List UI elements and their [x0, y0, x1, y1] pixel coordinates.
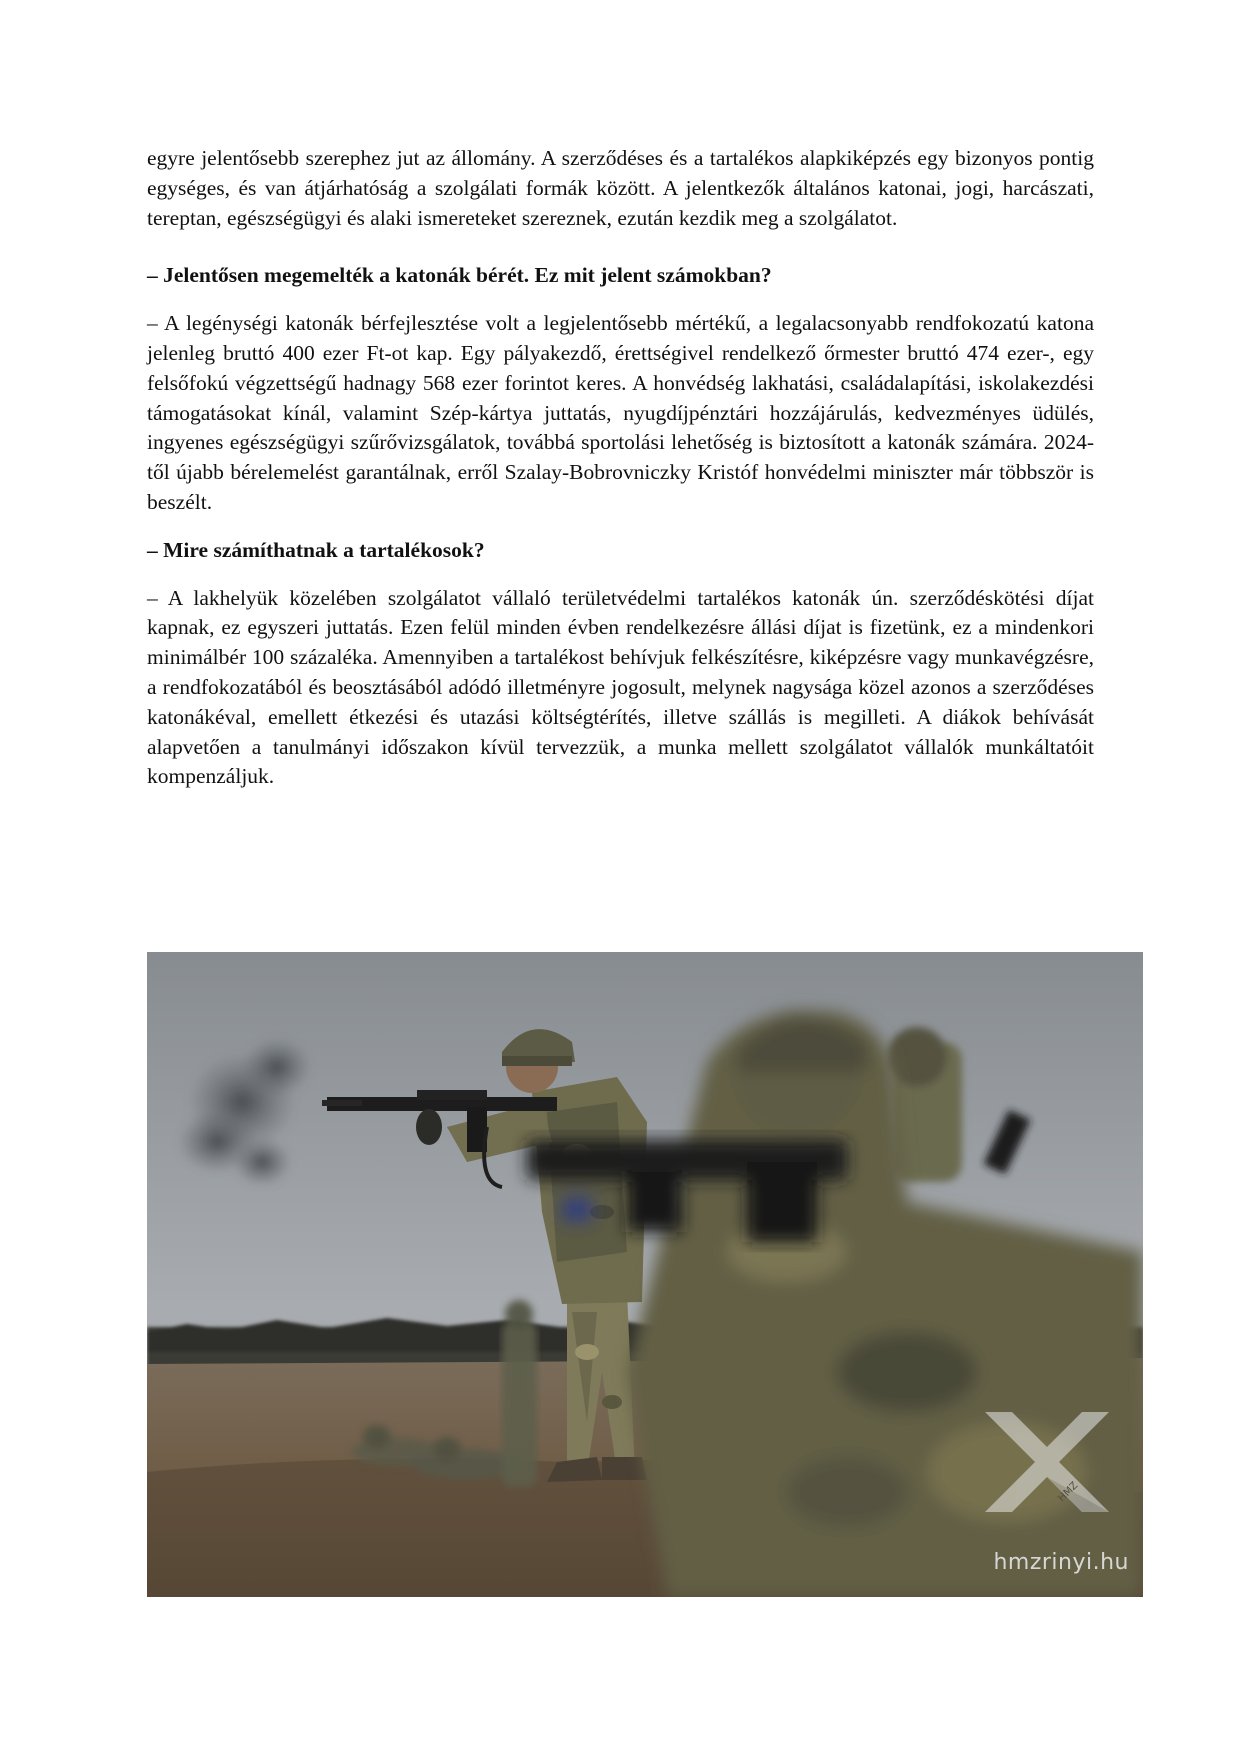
question-reservists-heading: – Mire számíthatnak a tartalékosok? [147, 537, 485, 562]
watermark-url: hmzrinyi.hu [993, 1550, 1129, 1575]
article-body [147, 144, 1094, 792]
answer-reservists-paragraph: – A lakhelyük közelében szolgálatot vállaló területvédelmi tartalékos katonák ún. szerződéskötési díjat kapnak, ez egyszeri juttatás. Ezen felül minden évben rendelkezésre állási díjat is fizetünk, ez a mindenkori minimálbér 100 százaléka. Amennyiben a tartalékost behívjuk felkészítésre, kiképzésre vagy munkavégzésre, a rendfokozatából és beosztásából adódó illetményre jogosult, melynek nagysága közel azonos a szerződéses katonákéval, emellett étkezési és utazási költségtérítés, illetve szállás is megilleti. A diákok behívását alapvetően a tanulmányi időszakon kívül tervezzük, a munka mellett szolgálatot vállalók munkáltatóit kompenzáljuk. [147, 585, 1094, 789]
question-salary-heading: – Jelentősen megemelték a katonák bérét. Ez mit jelent számokban? [147, 263, 772, 288]
answer-salary-paragraph: – A legénységi katonák bérfejlesztése volt a legjelentősebb mértékű, a legalacsonyabb rendfokozatú katona jelenleg bruttó 400 ezer Ft-ot kap. Egy pályakezdő, érettségivel rendelkező őrmester bruttó 474 ezer-, egy felsőfokú végzettségű hadnagy 568 ezer forintot keres. A honvédség lakhatási, családalapítási, iskolakezdési támogatásokat kínál, valamint Szép-kártya juttatás, nyugdíjpénztári hozzájárulás, kedvezményes üdülés, ingyenes egészségügyi szűrővizsgálatok, továbbá sportolási lehetőség is biztosított a katonák számára. 2024-től újabb bérelemelést garantálnak, erről Szalay-Bobrovniczky Kristóf honvédelmi miniszter már többször is beszélt. [147, 311, 1094, 514]
soldiers-shooting-photo [147, 952, 1143, 1597]
intro-paragraph: egyre jelentősebb szerephez jut az állomány. A szerződéses és a tartalékos alapkiképzés egy bizonyos pontig egységes, és van átjárhatóság a szolgálati formák között. A jelentkezők általános katonai, jogi, harcászati, tereptan, egészségügyi és alaki ismereteket szereznek, ezután kezdik meg a szolgálatot. [147, 146, 1094, 230]
watermark-logo-text: HMZ [1056, 1480, 1081, 1505]
